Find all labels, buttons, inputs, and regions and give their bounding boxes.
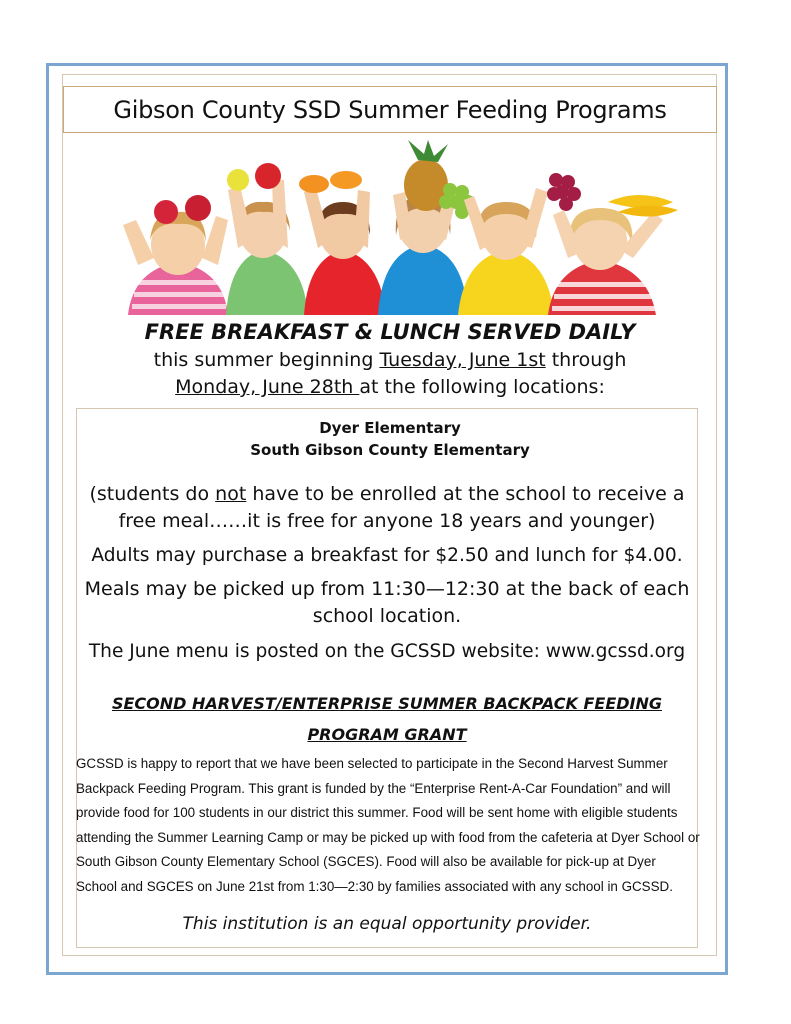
location-south-gibson: South Gibson County Elementary: [250, 441, 530, 459]
pickup-time: Meals may be picked up from 11:30—12:30 at the back of each school location.: [84, 578, 690, 627]
eligibility-text: have to be enrolled at the school to receive a free meal……it is free for anyone 18 years and younger): [118, 483, 685, 532]
start-date: Tuesday, June 1st: [379, 349, 546, 371]
end-date: Monday, June 28th: [175, 376, 360, 398]
eligibility-not: not: [215, 483, 247, 505]
adult-price: Adults may purchase a breakfast for $2.50 and lunch for $4.00.: [91, 545, 683, 566]
grant-body: GCSSD is happy to report that we have been selected to participate in the Second Harvest Summer Backpack Feeding Program. This grant is funded by the “Enterprise Rent-A-Car Foundation” and will provide food for 100 students in our district this summer. Food will be sent home with eligible students attending the Summer Learning Camp or may be picked up with food from the cafeteria at Dyer School or South Gibson County Elementary School (SGCES). Food will also be available for pick-up at Dyer School and SGCES on June 21st from 1:30—2:30 by families associated with any school in GCSSD.: [76, 756, 700, 894]
headline: FREE BREAKFAST & LUNCH SERVED DAILY: [144, 320, 636, 344]
child-blue-shirt: [378, 140, 475, 315]
menu-note: The June menu is posted on the GCSSD website: www.gcssd.org: [88, 641, 686, 662]
grant-heading-2: PROGRAM GRANT: [307, 725, 467, 744]
schedule-text: this summer beginning: [153, 349, 380, 371]
title-box: [63, 86, 717, 133]
schedule-line-2: [63, 376, 717, 398]
eligibility-note: [76, 481, 698, 535]
child-striped-shirt: [548, 195, 678, 315]
schedule-text: at the following locations:: [359, 376, 605, 398]
grant-heading-1: SECOND HARVEST/ENTERPRISE SUMMER BACKPACK FEEDING: [111, 694, 663, 713]
eligibility-text: (students do: [89, 483, 216, 505]
equal-opportunity-statement: This institution is an equal opportunity provider.: [182, 914, 592, 934]
location-dyer: Dyer Elementary: [319, 419, 461, 437]
children-with-fruit-photo: [108, 140, 688, 315]
child-pink-shirt: [123, 195, 228, 315]
schedule-line-1: [63, 349, 717, 371]
child-green-shirt: [226, 163, 308, 315]
page-title: Gibson County SSD Summer Feeding Programs: [113, 95, 667, 124]
child-red-shirt: [299, 171, 386, 315]
schedule-text: through: [545, 349, 627, 371]
